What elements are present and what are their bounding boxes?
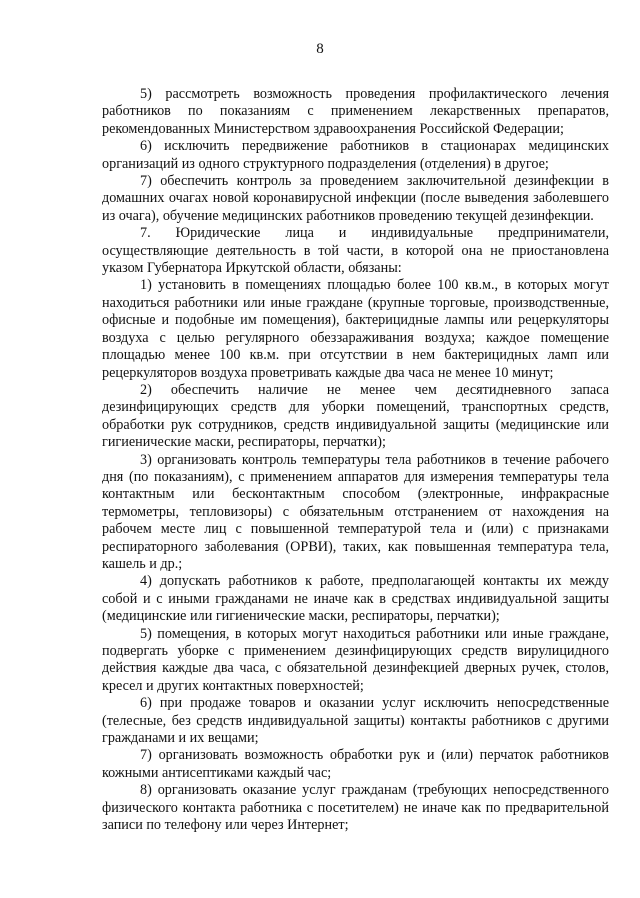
paragraph-item-6-contact-exclusion: 6) при продаже товаров и оказании услуг исключить непосредственные (телесные, без средств индивидуальной защиты) контакты работников с другими гражданами и их вещами; [102,695,609,747]
paragraph-item-7-hand-antiseptic: 7) организовать возможность обработки рук и (или) перчаток работников кожными антисептиками каждый час; [102,747,609,781]
paragraph-item-1-bactericidal-lamps: 1) установить в помещениях площадью более 100 кв.м., в которых могут находиться работники или иные граждане (крупные торговые, производственные, офисные и подобные им помещения), бактерицидные лампы или рецеркуляторы воздуха с целью регулярного обеззараживания воздуха; каждое помещение площадью менее 100 кв.м. при отсутствии в нем бактерицидных ламп или рецеркуляторов воздуха проветривать каждые два часа не менее 10 минут; [102,277,609,381]
paragraph-item-8-appointment-services: 8) организовать оказание услуг гражданам (требующих непосредственного физического контакта работника с посетителем) не иначе как по предварительной записи по телефону или через Интернет; [102,782,609,834]
paragraph-item-5-preventive-treatment: 5) рассмотреть возможность проведения профилактического лечения работников по показаниям с применением лекарственных препаратов, рекомендованных Министерством здравоохранения Российской Федерации; [102,86,609,137]
paragraph-section-7-legal-entities: 7. Юридические лица и индивидуальные предприниматели, осуществляющие деятельность в той части, в которой она не приостановлена указом Губернатора Иркутской области, обязаны: [102,225,609,277]
paragraph-item-6-movement-restriction: 6) исключить передвижение работников в стационарах медицинских организаций из одного структурного подразделения (отделения) в другое; [102,138,609,172]
paragraph-item-5-premises-cleaning: 5) помещения, в которых могут находиться работники или иные граждане, подвергать уборке с применением дезинфицирующих средств вирулицидного действия каждые два часа, с обязательной дезинфекцией дверных ручек, столов, кресел и других контактных поверхностей; [102,625,609,694]
paragraph-item-4-protective-equipment: 4) допускать работников к работе, предполагающей контакты их между собой и с иными гражданами не иначе как в средствах индивидуальной защиты (медицинские или гигиенические маски, респираторы, перчатки); [102,573,609,625]
document-body [102,86,609,834]
paragraph-item-3-temperature-control: 3) организовать контроль температуры тела работников в течение рабочего дня (по показаниям), с применением аппаратов для измерения температуры тела контактным или бесконтактным способом (электронные, инфракрасные термометры, тепловизоры) с обязательным отстранением от нахождения на рабочем месте лиц с повышенной температурой тела и (или) с признаками респираторного заболевания (ОРВИ), таких, как повышенная температура тела, кашель и др.; [102,451,609,572]
paragraph-item-7-disinfection-control: 7) обеспечить контроль за проведением заключительной дезинфекции в домашних очагах новой коронавирусной инфекции (после выведения заболевшего из очага), обучение медицинских работников проведению текущей дезинфекции. [102,173,609,224]
paragraph-item-2-disinfectant-supply: 2) обеспечить наличие не менее чем десятидневного запаса дезинфицирующих средств для уборки помещений, транспортных средств, обработки рук сотрудников, средств индивидуальной защиты (медицинские или гигиенические маски, респираторы, перчатки); [102,381,609,451]
page-number: 8 [316,41,324,57]
